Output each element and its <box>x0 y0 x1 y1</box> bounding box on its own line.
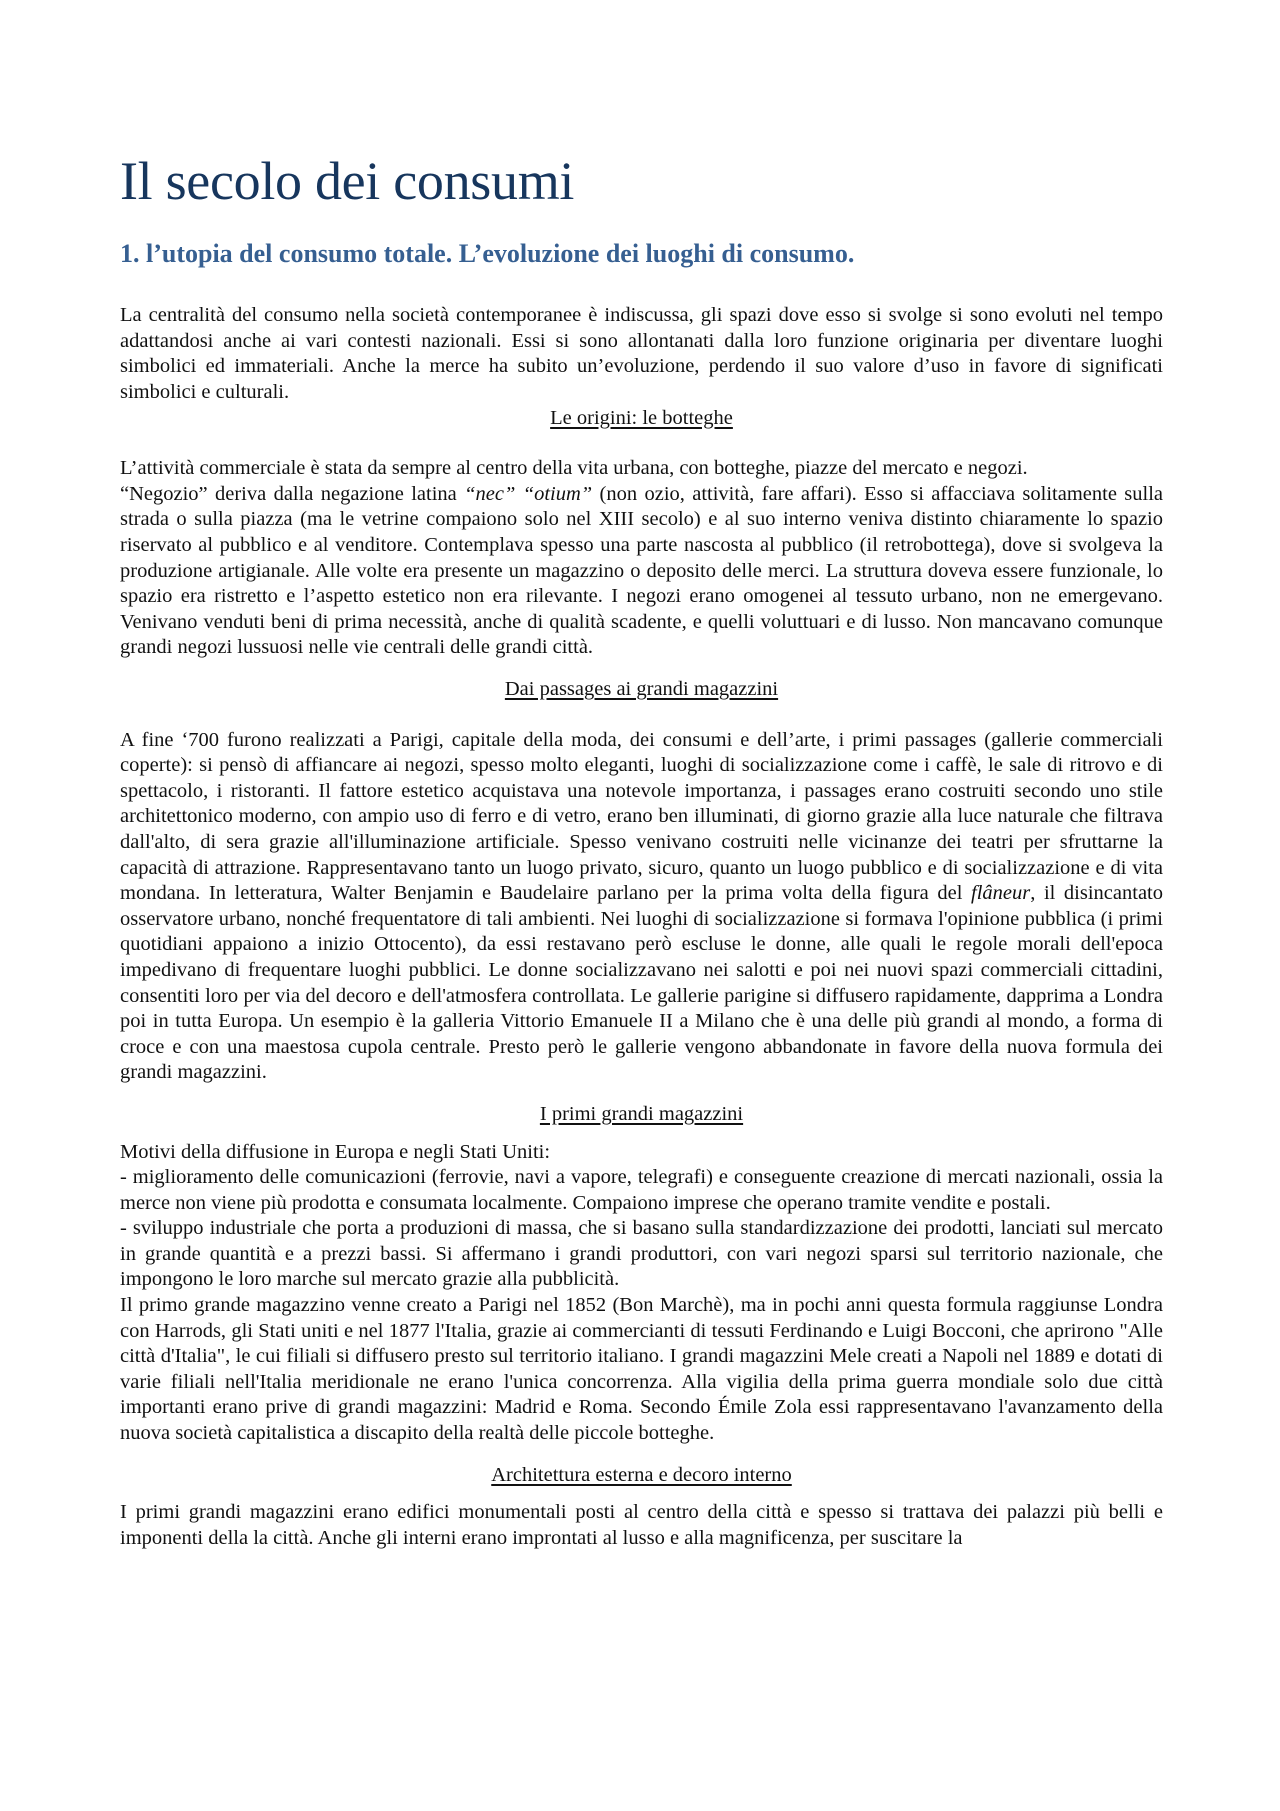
paragraph-architettura: I primi grandi magazzini erano edifici monumentali posti al centro della città e spesso si trattava dei palazzi più belli e imponenti della la città. Anche gli interni erano improntati al lusso e alla magnificenza, per suscitare la <box>120 1501 1163 1549</box>
subheading-primi-magazzini: I primi grandi magazzini <box>539 1102 744 1125</box>
paragraph-primo-magazzino: Il primo grande magazzino venne creato a Parigi nel 1852 (Bon Marchè), ma in pochi anni questa formula raggiunse Londra con Harrods, gli Stati uniti e nel 1877 l'Italia, grazie ai commercianti di tessuti Ferdinando e Luigi Bocconi, che aprirono "Alle città d'Italia", le cui filiali si diffusero presto sul territorio italiano. I grandi magazzini Mele creati a Napoli nel 1889 e dotati di varie filiali nell'Italia meridionale ne erano l'unica concorrenza. Alla vigilia della prima guerra mondiale solo due città importanti erano prive di grandi magazzini: Madrid e Roma. Secondo Émile Zola essi rappresentavano l'avanzamento della nuova società capitalistica a discapito della realtà delle piccole botteghe. <box>120 1294 1163 1445</box>
paragraph-motivi-intro: Motivi della diffusione in Europa e negli Stati Uniti: <box>120 1140 551 1163</box>
subheading-origini: Le origini: le botteghe <box>550 406 733 429</box>
intro-paragraph: La centralità del consumo nella società contemporanee è indiscussa, gli spazi dove esso si svolge si sono evoluti nel tempo adattandosi anche ai vari contesti nazionali. Essi si sono allontanati dalla loro funzione originaria per diventare luoghi simbolici ed immateriali. Anche la merce ha subito un’evoluzione, perdendo il suo valore d’uso in favore di significati simbolici e culturali. <box>120 304 1163 404</box>
text-run: (non ozio, attività, fare affari). Esso si affacciava solitamente sulla strada o sulla piazza (ma le vetrine compaiono solo nel XIII secolo) e al suo interno veniva distinto chiaramente lo spazio riservato al pubblico e al venditore. Contemplava spesso una parte nascosta al pubblico (il retrobottega), dove si svolgeva la produzione artigianale. Alle volte era presente un magazzino o deposito delle merci. La struttura doveva essere funzionale, lo spazio era ristretto e l’aspetto estetico non era rilevante. I negozi erano omogenei al tessuto urbano, non ne emergevano. Venivano venduti beni di prima necessità, anche di qualità scadente, e quelli voluttuari e di lusso. Non mancavano comunque grandi negozi lussuosi nelle vie centrali delle grandi città. <box>120 482 1164 659</box>
text-run: A fine ‘700 furono realizzati a Parigi, capitale della moda, dei consumi e dell’arte, i primi passages (gallerie commerciali coperte): si pensò di affiancare ai negozi, spesso molto eleganti, luoghi di socializzazione come i caffè, le sale di ritrovo e di spettacolo, i ristoranti. Il fattore estetico acquistava una notevole importanza, i passages erano costruiti secondo uno stile architettonico moderno, con ampio uso di ferro e di vetro, erano ben illuminati, di giorno grazie alla luce naturale che filtrava dall'alto, di sera grazie all'illuminazione artificiale. Spesso venivano costruiti nelle vicinanze dei teatri per sfruttarne la capacità di attrazione. Rappresentavano tanto un luogo privato, sicuro, quanto un luogo pubblico e di socializzazione e di vita mondana. In letteratura, Walter Benjamin e Baudelaire parlano per la prima volta della figura del <box>120 728 1163 905</box>
paragraph-botteghe <box>120 482 1163 661</box>
italic-term-nec: “nec” <box>464 482 516 505</box>
document-title: Il secolo dei consumi <box>120 151 575 211</box>
paragraph-botteghe-line1: L’attività commerciale è stata da sempre al centro della vita urbana, con botteghe, piazze del mercato e negozi. <box>120 457 1028 480</box>
text-run: “Negozio” deriva dalla negazione latina <box>120 482 465 505</box>
italic-term-otium: “otium” <box>522 482 593 505</box>
italic-term-flaneur: flâneur <box>971 882 1031 905</box>
section-heading: 1. l’utopia del consumo totale. L’evoluzione dei luoghi di consumo. <box>120 239 855 269</box>
list-item-comunicazioni: - miglioramento delle comunicazioni (ferrovie, navi a vapore, telegrafi) e conseguente creazione di mercati nazionali, ossia la merce non viene più prodotta e consumata localmente. Compaiono imprese che operano tramite vendite e postali. <box>120 1166 1163 1214</box>
subheading-architettura: Architettura esterna e decoro interno <box>491 1463 792 1486</box>
text-run <box>515 483 522 505</box>
subheading-passages: Dai passages ai grandi magazzini <box>504 678 779 700</box>
paragraph-passages <box>120 728 1163 1086</box>
text-run: , il disincantato osservatore urbano, nonché frequentatore di tali ambienti. Nei luoghi di socializzazione si formava l'opinione pubblica (i primi quotidiani appaiono a inizio Ottocento), da essi restavano però escluse le donne, alle quali le regole morali dell'epoca impedivano di frequentare luoghi pubblici. Le donne socializzavano nei salotti e poi nei nuovi spazi commerciali cittadini, consentiti loro per via del decoro e dell'atmosfera controllata. Le gallerie parigine si diffusero rapidamente, dapprima a Londra poi in tutta Europa. Un esempio è la galleria Vittorio Emanuele II a Milano che è una delle più grandi al mondo, a forma di croce e con una maestosa cupola centrale. Presto però le gallerie vengono abbandonate in favore della nuova formula dei grandi magazzini. <box>120 882 1163 1084</box>
list-item-sviluppo-industriale: - sviluppo industriale che porta a produzioni di massa, che si basano sulla standardizzazione dei prodotti, lanciati sul mercato in grande quantità e a prezzi bassi. Si affermano i grandi produttori, con vari negozi sparsi sul territorio nazionale, che impongono le loro marche sul mercato grazie alla pubblicità. <box>120 1217 1163 1291</box>
